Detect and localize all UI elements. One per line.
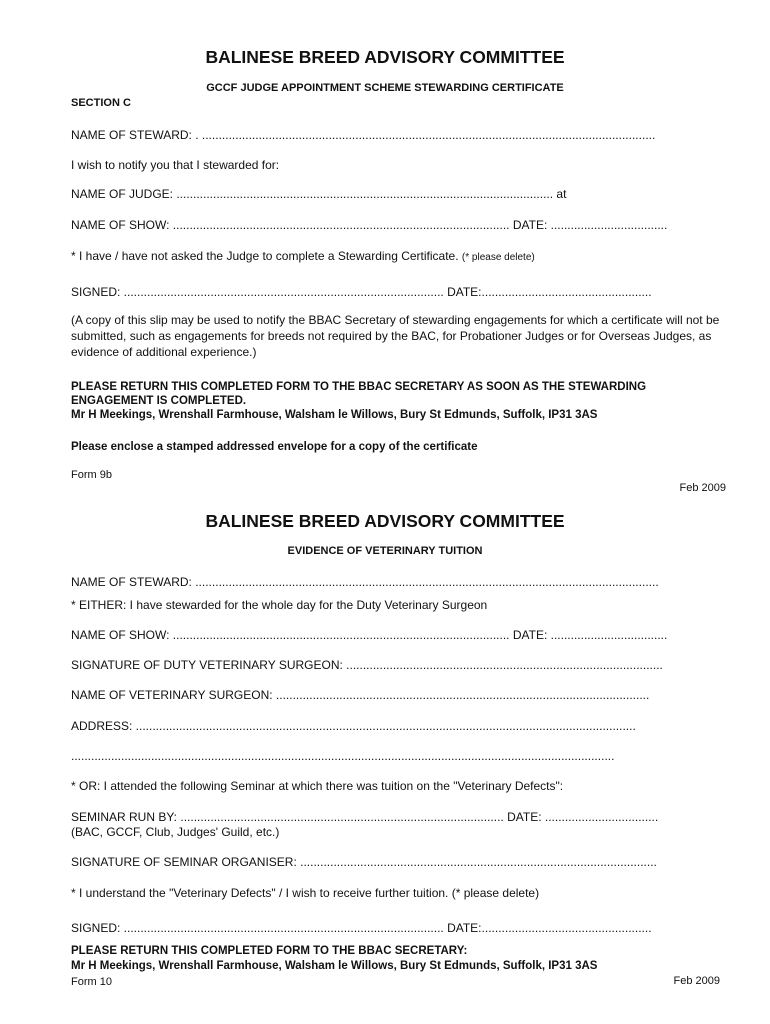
form1-copy-note: (A copy of this slip may be used to notify the BBAC Secretary of stewarding engagements for which a certificate will not be submitted, such as engagements for breeds not required by the BAC, for Probationer Judges or for Overseas Judges, as evidence of additional experience.): [71, 313, 720, 359]
form1-notify-text: I wish to notify you that I stewarded for:: [71, 158, 280, 172]
form1-return-1: PLEASE RETURN THIS COMPLETED FORM TO THE BBAC SECRETARY AS SOON AS THE STEWARDING: [71, 381, 647, 393]
form1-subtitle: GCCF JUDGE APPOINTMENT SCHEME STEWARDING CERTIFICATE: [206, 82, 564, 94]
form2-steward-field[interactable]: NAME OF STEWARD: ...........................................................................................................................................: [71, 575, 659, 589]
form1-date: Feb 2009: [679, 482, 726, 494]
form2-show-field[interactable]: NAME OF SHOW: ..................................................................................................... DATE: ...................................: [71, 628, 668, 642]
form1-asked-text: * I have / have not asked the Judge to complete a Stewarding Certificate.: [71, 249, 459, 263]
form2-either-text: * EITHER: I have stewarded for the whole day for the Duty Veterinary Surgeon: [71, 598, 488, 612]
form2-return: PLEASE RETURN THIS COMPLETED FORM TO THE BBAC SECRETARY:: [71, 945, 468, 957]
form2-title: BALINESE BREED ADVISORY COMMITTEE: [205, 511, 565, 531]
form1-enclose: Please enclose a stamped addressed envelope for a copy of the certificate: [71, 441, 478, 453]
form1-return-2: ENGAGEMENT IS COMPLETED.: [71, 395, 247, 407]
form2-organiser-field[interactable]: SIGNATURE OF SEMINAR ORGANISER: ...........................................................................................................: [71, 855, 657, 869]
form1-show-field[interactable]: NAME OF SHOW: ..................................................................................................... DATE: ...................................: [71, 218, 668, 232]
form2-signed-field[interactable]: SIGNED: ................................................................................................ DATE:...................................................: [71, 921, 652, 935]
form1-judge-field[interactable]: NAME OF JUDGE: ................................................................................................................. at: [71, 187, 567, 201]
form2-vet-signature-field[interactable]: SIGNATURE OF DUTY VETERINARY SURGEON: ...............................................................................................: [71, 658, 663, 672]
form2-address-field[interactable]: ADDRESS: ......................................................................................................................................................: [71, 719, 636, 733]
form1-address: Mr H Meekings, Wrenshall Farmhouse, Walsham le Willows, Bury St Edmunds, Suffolk, IP31 3AS: [71, 409, 598, 421]
form1-section: SECTION C: [71, 97, 131, 109]
form2-understand-text: * I understand the "Veterinary Defects" / I wish to receive further tuition. (* please delete): [71, 886, 540, 900]
form1-form-number: Form 9b: [71, 469, 112, 481]
form1-steward-field[interactable]: NAME OF STEWARD: . ........................................................................................................................................: [71, 128, 656, 142]
form2-address: Mr H Meekings, Wrenshall Farmhouse, Walsham le Willows, Bury St Edmunds, Suffolk, IP31 3AS: [71, 960, 598, 972]
form2-vet-name-field[interactable]: NAME OF VETERINARY SURGEON: ................................................................................................................: [71, 688, 650, 702]
form1-title: BALINESE BREED ADVISORY COMMITTEE: [205, 47, 565, 67]
form2-seminar-field[interactable]: SEMINAR RUN BY: ................................................................................................. DATE: ..................................: [71, 810, 659, 824]
form1-asked-note: (* please delete): [461, 252, 535, 263]
form2-form-number: Form 10: [71, 976, 112, 988]
form2-subtitle: EVIDENCE OF VETERINARY TUITION: [287, 545, 483, 557]
form1-signed-field[interactable]: SIGNED: ................................................................................................ DATE:...................................................: [71, 285, 652, 299]
form1-asked-line: [71, 249, 535, 265]
form2-or-text: * OR: I attended the following Seminar at which there was tuition on the "Veterinary Defects":: [71, 779, 564, 793]
form2-address-field-2[interactable]: ...................................................................................................................................................................: [71, 749, 615, 763]
form2-date: Feb 2009: [673, 975, 720, 987]
form2-seminar-sub: (BAC, GCCF, Club, Judges' Guild, etc.): [71, 825, 280, 839]
